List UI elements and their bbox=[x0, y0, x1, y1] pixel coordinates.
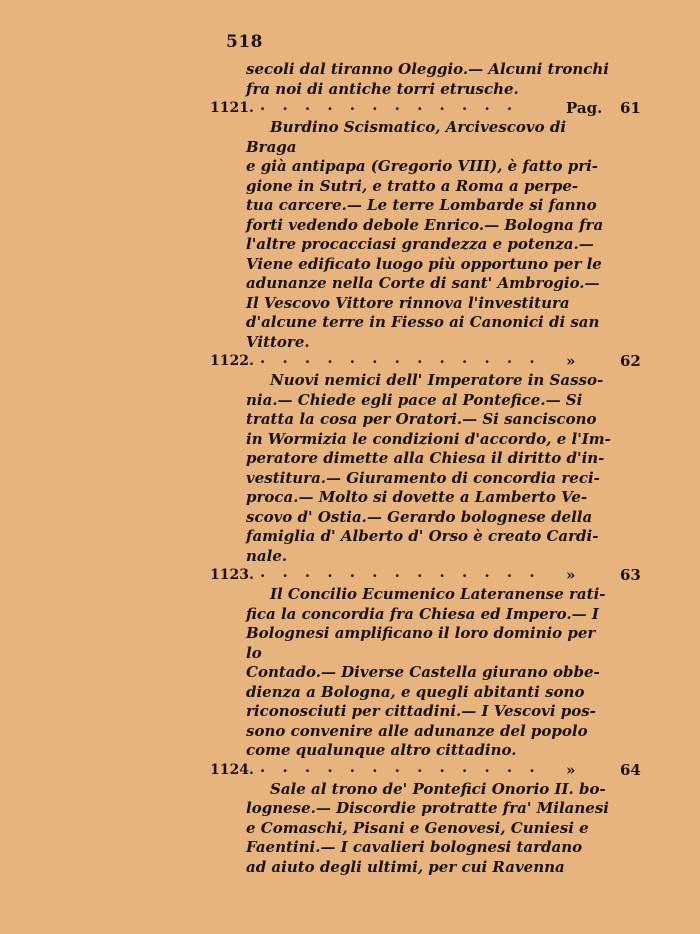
entry-text-block bbox=[246, 371, 616, 566]
intro-line: fra noi di antiche torri etrusche. bbox=[246, 79, 519, 98]
entry-line: nia.— Chiede egli pace al Pontefice.— Si bbox=[246, 390, 583, 409]
entry-line: l'altre procacciasi grandezza e potenza.— bbox=[246, 235, 594, 253]
entry-page: 64 bbox=[620, 760, 641, 779]
entry-line: Contado.— Diverse Castella giurano obbe- bbox=[246, 663, 600, 681]
year-line bbox=[210, 349, 650, 371]
intro-block bbox=[246, 60, 616, 99]
entry-text-block bbox=[246, 585, 616, 761]
entry-line: scovo d' Ostia.— Gerardo bolognese della bbox=[246, 507, 593, 526]
year-line bbox=[210, 563, 650, 585]
entry-page: 61 bbox=[620, 99, 641, 117]
leader-dots: . . . . . . . . . . . . . bbox=[260, 563, 541, 581]
entry-line: e già antipapa (Gregorio VIII), è fatto pri- bbox=[246, 157, 599, 175]
leader-dots: . . . . . . . . . . . . . bbox=[260, 757, 541, 776]
entry-text-block bbox=[246, 780, 616, 878]
entry-1122 bbox=[210, 349, 650, 566]
entry-line: adunanze nella Corte di sant' Ambrogio.— bbox=[246, 274, 600, 292]
entry-line: Sale al trono de' Pontefici Onorio II. bo- bbox=[270, 779, 606, 798]
entry-line: gione in Sutri, e tratto a Roma a perpe- bbox=[246, 176, 579, 195]
year-line bbox=[210, 96, 650, 118]
page-marker: » bbox=[566, 760, 576, 779]
entry-line: riconosciuti per cittadini.— I Vescovi pos- bbox=[246, 702, 596, 720]
entry-line: come qualunque altro cittadino. bbox=[246, 741, 517, 759]
entry-line: fica la concordia fra Chiesa ed Impero.— I bbox=[246, 604, 599, 623]
entry-line: sono convenire alle adunanze del popolo bbox=[246, 721, 588, 740]
entry-line: Bolognesi amplificano il loro dominio per lo bbox=[246, 624, 596, 662]
entry-line: tua carcere.— Le terre Lombarde si fanno bbox=[246, 196, 597, 214]
entry-line: in Wormizia le condizioni d'accordo, e l'Im- bbox=[246, 429, 611, 448]
page-marker: Pag. bbox=[566, 99, 603, 117]
entry-line: vestitura.— Giuramento di concordia reci- bbox=[246, 468, 600, 487]
entry-year: 1124. bbox=[210, 761, 254, 778]
page-number: 518 bbox=[226, 32, 263, 52]
entry-line: Viene edificato luogo più opportuno per le bbox=[246, 254, 602, 273]
leader-dots: . . . . . . . . . . . . . bbox=[260, 349, 541, 367]
entry-text-block bbox=[246, 118, 616, 352]
entry-page: 62 bbox=[620, 352, 641, 370]
index-content bbox=[210, 60, 650, 877]
entry-1124 bbox=[210, 757, 650, 878]
intro-line: secoli dal tiranno Oleggio.— Alcuni tronchi bbox=[246, 60, 610, 78]
page-marker: » bbox=[566, 566, 576, 584]
entry-line: Burdino Scismatico, Arcivescovo di Braga bbox=[246, 118, 567, 156]
page-marker: » bbox=[566, 352, 576, 370]
entry-line: peratore dimette alla Chiesa il diritto d'in- bbox=[246, 449, 605, 467]
entry-line: dienza a Bologna, e quegli abitanti sono bbox=[246, 682, 585, 701]
entry-line: lognese.— Discordie protratte fra' Milanesi bbox=[246, 799, 609, 817]
entry-line: Il Vescovo Vittore rinnova l'investitura bbox=[246, 293, 570, 312]
entry-line: proca.— Molto si dovette a Lamberto Ve- bbox=[246, 488, 588, 506]
entry-1123 bbox=[210, 563, 650, 761]
entry-line: Il Concilio Ecumenico Lateranense rati- bbox=[270, 585, 606, 603]
entry-line: nale. bbox=[246, 546, 288, 565]
entry-line: e Comaschi, Pisani e Genovesi, Cuniesi e bbox=[246, 818, 589, 837]
entry-line: Faentini.— I cavalieri bolognesi tardano bbox=[246, 838, 583, 856]
entry-year: 1121. bbox=[210, 100, 254, 116]
entry-page: 63 bbox=[620, 566, 641, 584]
entry-line: famiglia d' Alberto d' Orso è creato Cardi- bbox=[246, 527, 599, 545]
entry-1121 bbox=[210, 96, 650, 352]
entry-line: forti vedendo debole Enrico.— Bologna fra bbox=[246, 215, 604, 234]
entry-line: tratta la cosa per Oratori.— Si sanciscono bbox=[246, 410, 597, 428]
entry-line: Nuovi nemici dell' Imperatore in Sasso- bbox=[270, 371, 604, 389]
leader-dots: . . . . . . . . . . . . bbox=[260, 96, 519, 114]
entry-line: ad aiuto degli ultimi, per cui Ravenna bbox=[246, 857, 565, 876]
entry-year: 1123. bbox=[210, 567, 254, 583]
entry-line: Vittore. bbox=[246, 332, 310, 351]
entry-line: d'alcune terre in Fiesso ai Canonici di san bbox=[246, 313, 600, 331]
entry-year: 1122. bbox=[210, 353, 254, 369]
year-line bbox=[210, 757, 650, 780]
